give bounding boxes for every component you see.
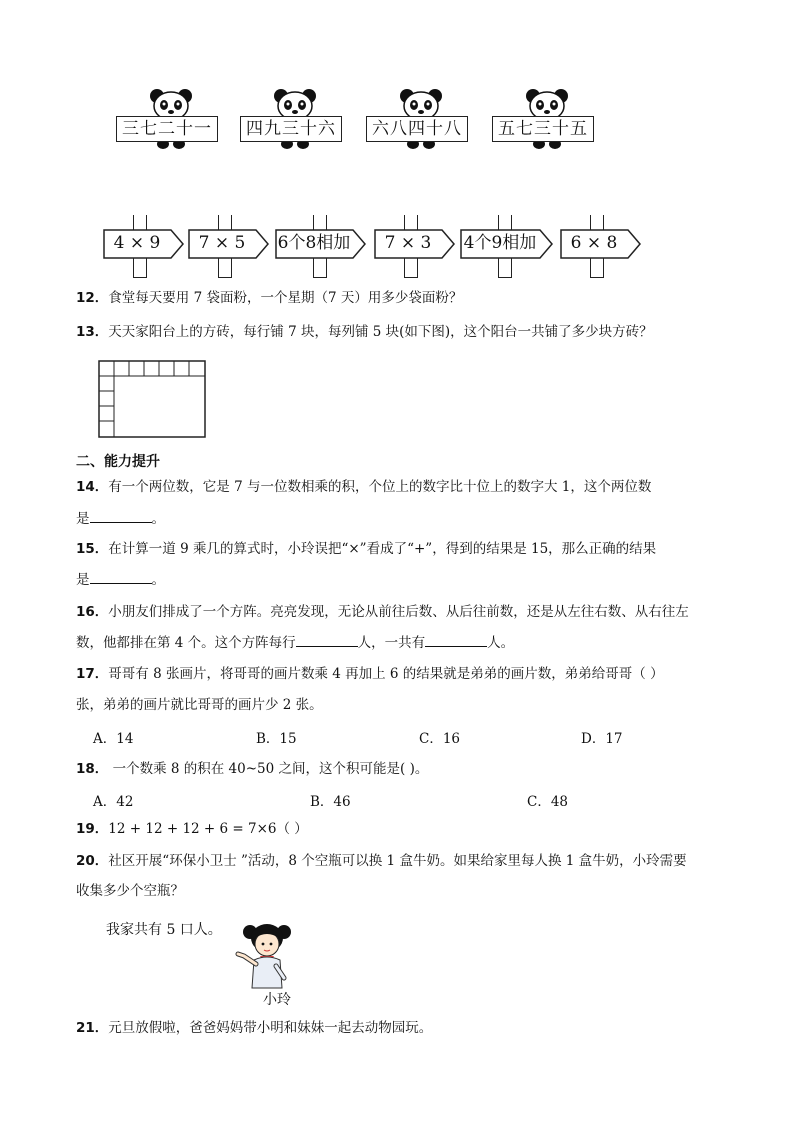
question-number: 16．: [76, 604, 109, 620]
question-20-line2: [76, 881, 184, 901]
option-b[interactable]: B．15: [256, 731, 297, 747]
question-text: 。: [151, 511, 165, 527]
question-number: 12．: [76, 290, 109, 306]
answer-blank[interactable]: [90, 509, 152, 523]
panda-sign: [240, 88, 350, 153]
panda-sign-text: 四九三十六: [240, 116, 342, 142]
question-text: 人，一共有: [357, 635, 426, 651]
question-text: 。: [151, 572, 165, 588]
question-17: [76, 664, 664, 684]
panda-sign: [366, 88, 476, 153]
question-19: [76, 819, 308, 839]
arrow-sign: [374, 215, 456, 277]
panda-sign: [116, 88, 226, 153]
question-number: 19．: [76, 821, 109, 837]
panda-sign-text: 六八四十八: [366, 116, 468, 142]
question-text: 人。: [487, 635, 515, 651]
question-18: [76, 759, 428, 779]
question-text: 哥哥有 8 张画片，将哥哥的画片数乘 4 再加上 6 的结果就是弟弟的画片数，弟弟给哥哥（ ）: [108, 666, 664, 682]
panda-signs-row: [0, 88, 794, 158]
question-number: 13．: [76, 324, 109, 340]
question-text: 元旦放假啦，爸爸妈妈带小明和妹妹一起去动物园玩。: [108, 1020, 433, 1036]
speech-text: 我家共有 5 口人。: [106, 922, 222, 938]
arrow-sign: [560, 215, 642, 277]
question-12: [76, 288, 462, 308]
question-number: 17．: [76, 666, 109, 682]
question-number: 18．: [76, 761, 109, 777]
question-17-line2: [76, 695, 323, 715]
option-c[interactable]: C．16: [419, 731, 461, 747]
question-15: [76, 539, 656, 559]
question-14: [76, 477, 651, 497]
arrow-signs-row: [0, 215, 794, 277]
arrow-sign-text: 4 × 9: [113, 233, 161, 253]
question-text: 天天家阳台上的方砖，每行铺 7 块，每列铺 5 块(如下图)，这个阳台一共铺了多少块方砖？: [108, 324, 653, 340]
arrow-sign: [103, 215, 185, 277]
tile-grid-diagram: [98, 360, 208, 440]
question-16: [76, 602, 689, 622]
question-21: [76, 1018, 432, 1038]
question-number: 14．: [76, 479, 109, 495]
question-15-line2: [76, 570, 165, 590]
answer-blank[interactable]: [90, 570, 152, 584]
panda-sign-text: 三七二十一: [116, 116, 218, 142]
question-text: 一个数乘 8 的积在 40~50 之间，这个积可能是( )。: [108, 761, 429, 777]
option-a[interactable]: A．14: [93, 731, 134, 747]
question-text: 小朋友们排成了一个方阵。亮亮发现，无论从前往后数、从后往前数，还是从左往右数、从右往左: [108, 604, 689, 620]
arrow-sign: [460, 215, 554, 277]
arrow-sign-text: 6个8相加: [277, 233, 351, 253]
question-text: 社区开展“环保小卫士 ”活动，8 个空瓶可以换 1 盒牛奶。如果给家里每人换 1 盒牛奶，小玲需要: [108, 853, 687, 869]
illustration-caption: 小玲: [263, 992, 291, 1008]
option-b[interactable]: B．46: [310, 794, 351, 810]
arrow-sign-text: 6 × 8: [570, 233, 618, 253]
question-text: 食堂每天要用 7 袋面粉，一个星期（7 天）用多少袋面粉？: [108, 290, 463, 306]
panda-sign-text: 五七三十五: [492, 116, 594, 142]
arrow-sign-text: 7 × 5: [198, 233, 246, 253]
question-13: [76, 322, 653, 342]
arrow-sign: [188, 215, 270, 277]
answer-blank[interactable]: [425, 633, 487, 647]
question-text: 有一个两位数，它是 7 与一位数相乘的积，个位上的数字比十位上的数字大 1，这个两位数: [108, 479, 652, 495]
section-heading: 二、能力提升: [76, 454, 160, 470]
panda-sign: [492, 88, 602, 153]
question-16-line2: [76, 633, 514, 653]
question-text: 是: [76, 511, 90, 527]
question-text: 12 + 12 + 12 + 6 = 7×6（ ）: [108, 821, 308, 837]
question-number: 20．: [76, 853, 109, 869]
question-text: 收集多少个空瓶？: [76, 883, 184, 899]
option-a[interactable]: A．42: [93, 794, 134, 810]
question-text: 数，他都排在第 4 个。这个方阵每行: [76, 635, 296, 651]
arrow-sign-text: 7 × 3: [384, 233, 432, 253]
question-20: [76, 851, 687, 871]
question-14-line2: [76, 509, 165, 529]
question-text: 张，弟弟的画片就比哥哥的画片少 2 张。: [76, 697, 323, 713]
question-number: 15．: [76, 541, 109, 557]
question-number: 21．: [76, 1020, 109, 1036]
arrow-sign: [275, 215, 367, 277]
arrow-sign-text: 4个9相加: [463, 233, 537, 253]
option-d[interactable]: D．17: [581, 731, 623, 747]
question-text: 在计算一道 9 乘几的算式时，小玲误把“×”看成了“+”，得到的结果是 15，那么正确的结果: [108, 541, 657, 557]
answer-blank[interactable]: [296, 633, 358, 647]
option-c[interactable]: C．48: [527, 794, 569, 810]
girl-illustration: [232, 918, 302, 990]
question-text: 是: [76, 572, 90, 588]
